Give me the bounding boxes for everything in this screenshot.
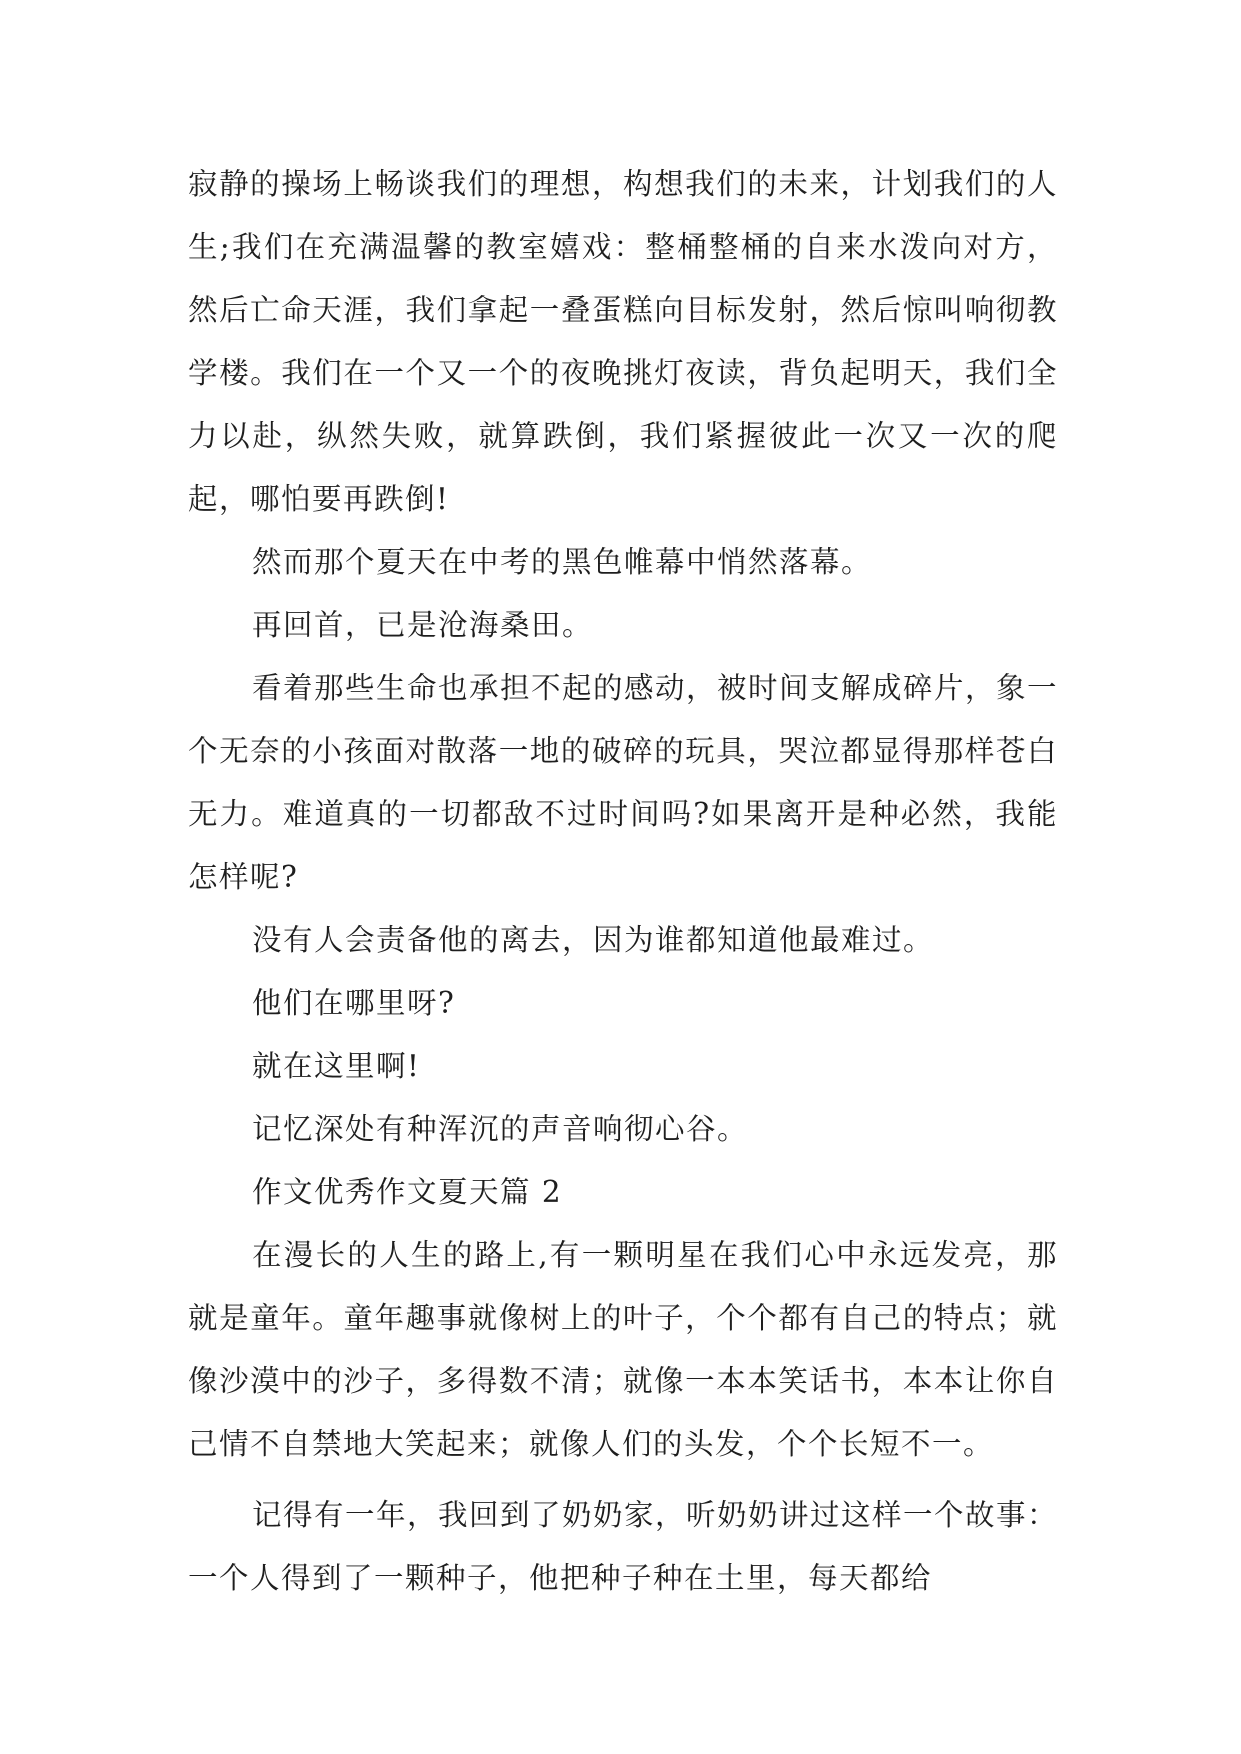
- paragraph: 没有人会责备他的离去，因为谁都知道他最难过。: [252, 923, 935, 957]
- paragraph: 就在这里啊!: [252, 1049, 421, 1083]
- document-body: [188, 153, 1058, 1610]
- paragraph: 再回首，已是沧海桑田。: [252, 608, 594, 642]
- paragraph: 记得有一年，我回到了奶奶家，听奶奶讲过这样一个故事：一个人得到了一颗种子，他把种子种在土里，每天都给: [188, 1498, 1059, 1595]
- section-heading: 作文优秀作文夏天篇 2: [252, 1175, 563, 1209]
- paragraph: 看着那些生命也承担不起的感动，被时间支解成碎片，象一个无奈的小孩面对散落一地的破碎的玩具，哭泣都显得那样苍白无力。难道真的一切都敌不过时间吗?如果离开是种必然，我能怎样呢?: [188, 671, 1059, 894]
- paragraph: 然而那个夏天在中考的黑色帷幕中悄然落幕。: [252, 545, 873, 579]
- paragraph: 记忆深处有种浑沉的声音响彻心谷。: [252, 1112, 749, 1146]
- paragraph: 在漫长的人生的路上,有一颗明星在我们心中永远发亮，那就是童年。童年趣事就像树上的叶子，个个都有自己的特点；就像沙漠中的沙子，多得数不清；就像一本本笑话书，本本让你自己情不自禁地大笑起来；就像人们的头发，个个长短不一。: [188, 1238, 1058, 1461]
- paragraph: 他们在哪里呀?: [252, 986, 456, 1020]
- paragraph-continued: 寂静的操场上畅谈我们的理想，构想我们的未来，计划我们的人生;我们在充满温馨的教室嬉戏：整桶整桶的自来水泼向对方，然后亡命天涯，我们拿起一叠蛋糕向目标发射，然后惊叫响彻教学楼。我们在一个又一个的夜晚挑灯夜读，背负起明天，我们全力以赴，纵然失败，就算跌倒，我们紧握彼此一次又一次的爬起，哪怕要再跌倒!: [188, 167, 1058, 516]
